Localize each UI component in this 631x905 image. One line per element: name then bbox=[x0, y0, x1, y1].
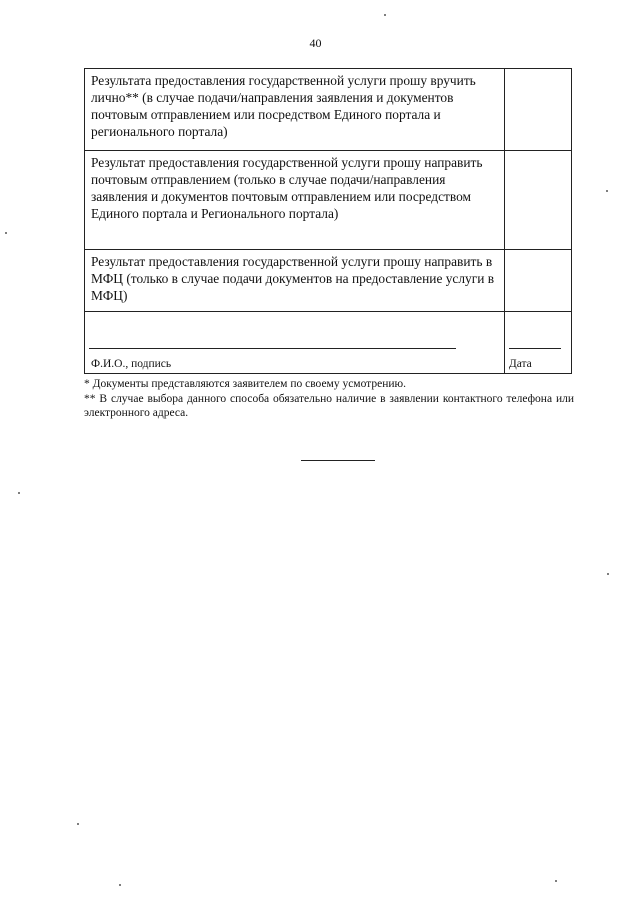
option-mfc-delivery-text: Результат предоставления государственной услуги прошу направить в МФЦ (только в случае подачи документов на предоставление услуги в МФЦ) bbox=[91, 254, 495, 303]
signature-cell[interactable] bbox=[85, 312, 505, 374]
table-row bbox=[85, 69, 572, 151]
scan-speck bbox=[606, 190, 608, 192]
option-mfc-delivery-checkbox[interactable] bbox=[504, 250, 571, 312]
page-number: 40 bbox=[309, 36, 322, 50]
signature-label: Ф.И.О., подпись bbox=[91, 358, 172, 370]
date-cell[interactable] bbox=[504, 312, 571, 374]
delivery-options-table bbox=[84, 68, 572, 374]
scan-speck bbox=[384, 14, 386, 16]
signature-row bbox=[85, 312, 572, 374]
date-line bbox=[509, 348, 561, 349]
table-row bbox=[85, 250, 572, 312]
footnote-single-star: * Документы представляются заявителем по своему усмотрению. bbox=[84, 378, 406, 390]
option-cell bbox=[85, 250, 505, 312]
option-postal-delivery-checkbox[interactable] bbox=[504, 151, 571, 250]
scan-speck bbox=[77, 823, 79, 825]
end-of-document-rule bbox=[301, 460, 375, 461]
scan-speck bbox=[18, 492, 20, 494]
scan-speck bbox=[555, 880, 557, 882]
option-personal-delivery-checkbox[interactable] bbox=[504, 69, 571, 151]
date-label: Дата bbox=[508, 358, 532, 370]
scan-speck bbox=[119, 884, 121, 886]
signature-line bbox=[89, 348, 456, 349]
option-cell bbox=[85, 151, 505, 250]
footnote-double-star: ** В случае выбора данного способа обязательно наличие в заявлении контактного телефона или электронного адреса. bbox=[84, 392, 574, 419]
option-personal-delivery-text: Результата предоставления государственной услуги прошу вручить лично** (в случае подачи/направления заявления и документов почтовым отправлением или посредством Единого портала и регионального портала) bbox=[91, 73, 476, 139]
scan-speck bbox=[5, 232, 7, 234]
footnotes bbox=[84, 377, 574, 421]
option-postal-delivery-text: Результат предоставления государственной услуги прошу направить почтовым отправлением (только в случае подачи/направления заявления и документов почтовым отправлением или посредством Единого портала и Регионального портала) bbox=[91, 155, 483, 221]
table-row bbox=[85, 151, 572, 250]
scan-speck bbox=[607, 573, 609, 575]
option-cell bbox=[85, 69, 505, 151]
